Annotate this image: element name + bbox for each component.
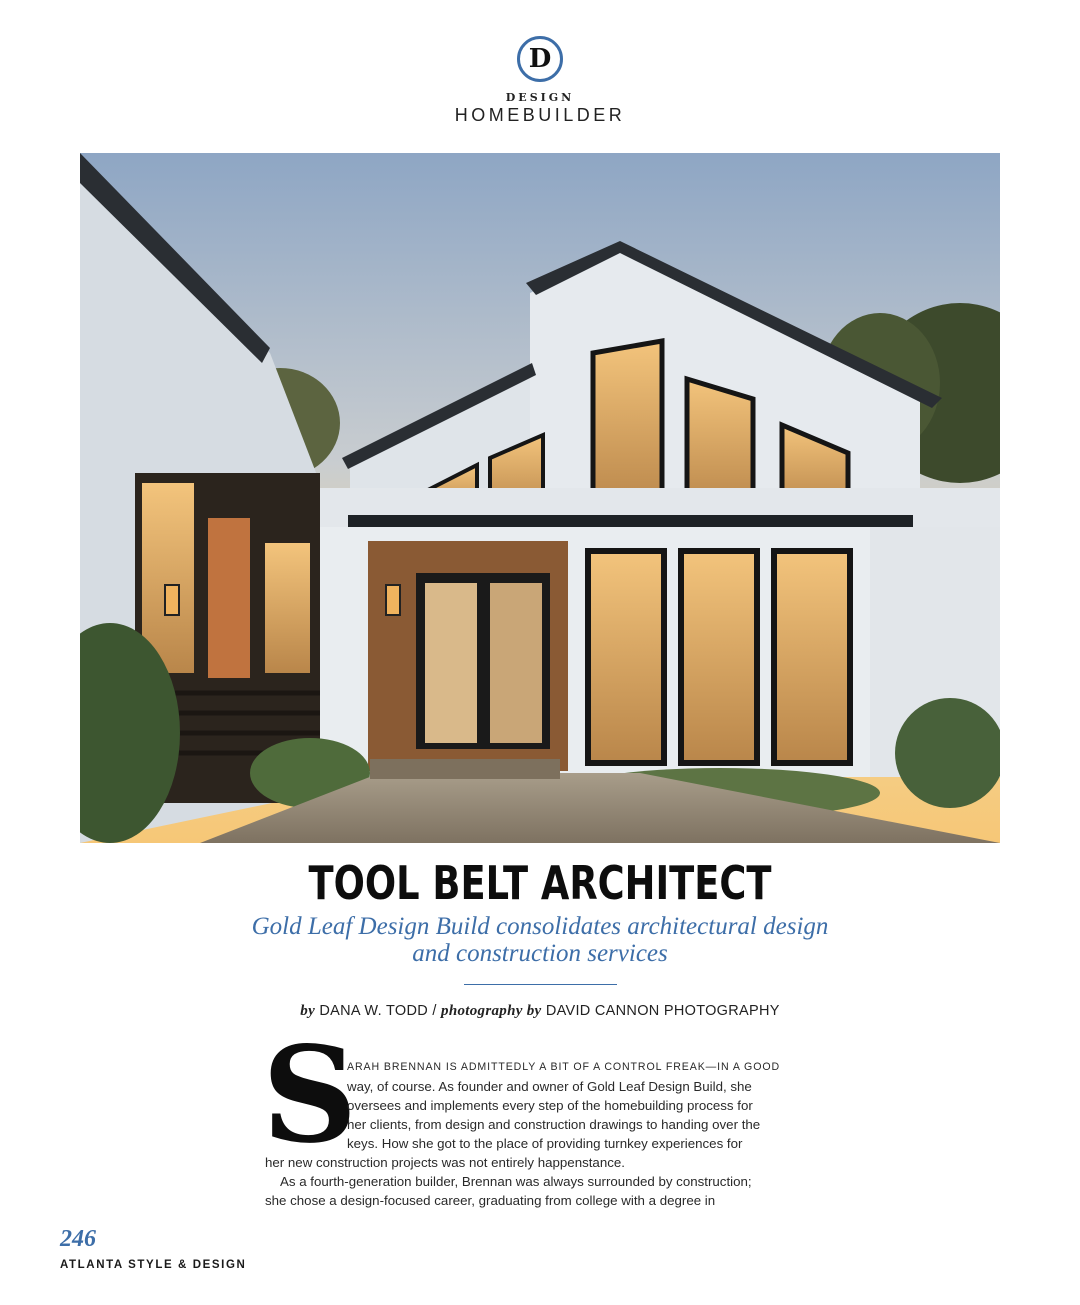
- byline-author: DANA W. TODD: [319, 1003, 428, 1019]
- logo-mark: [517, 36, 563, 82]
- body-line: ARAH BRENNAN IS ADMITTEDLY A BIT OF A CONTROL FREAK—IN A GOOD: [347, 1061, 781, 1073]
- byline-separator: /: [432, 1003, 437, 1019]
- logo-word: DESIGN: [505, 91, 575, 104]
- byline-photographer: DAVID CANNON PHOTOGRAPHY: [545, 1003, 780, 1019]
- body-line: she chose a design-focused career, graduating from college with a degree in: [265, 1193, 716, 1208]
- body-line: way, of course. As founder and owner of Gold Leaf Design Build, she: [347, 1079, 752, 1094]
- byline: [0, 1003, 1080, 1020]
- deck-rule: [464, 984, 617, 985]
- body-line: her new construction projects was not entirely happenstance.: [265, 1155, 625, 1170]
- body-line: her clients, from design and construction drawings to handing over the: [347, 1117, 761, 1132]
- magazine-name: ATLANTA STYLE & DESIGN: [60, 1259, 247, 1271]
- page-number: 246: [60, 1226, 96, 1252]
- body-line: As a fourth-generation builder, Brennan was always surrounded by construction;: [280, 1174, 752, 1189]
- byline-by-label: by: [300, 1003, 316, 1019]
- section-logo: [0, 36, 1080, 126]
- headline: TOOL BELT ARCHITECT: [308, 856, 772, 910]
- logo-letter: D: [528, 44, 552, 74]
- deck: Gold Leaf Design Build consolidates architectural design and construction services: [251, 913, 829, 967]
- body-line: keys. How she got to the place of providing turnkey experiences for: [347, 1136, 743, 1151]
- house-photo: [80, 153, 1000, 843]
- section-name: HOMEBUILDER: [454, 105, 626, 125]
- byline-photo-label: photography by: [441, 1003, 542, 1019]
- drop-cap: S: [262, 1018, 358, 1173]
- body-line: oversees and implements every step of the homebuilding process for: [347, 1098, 753, 1113]
